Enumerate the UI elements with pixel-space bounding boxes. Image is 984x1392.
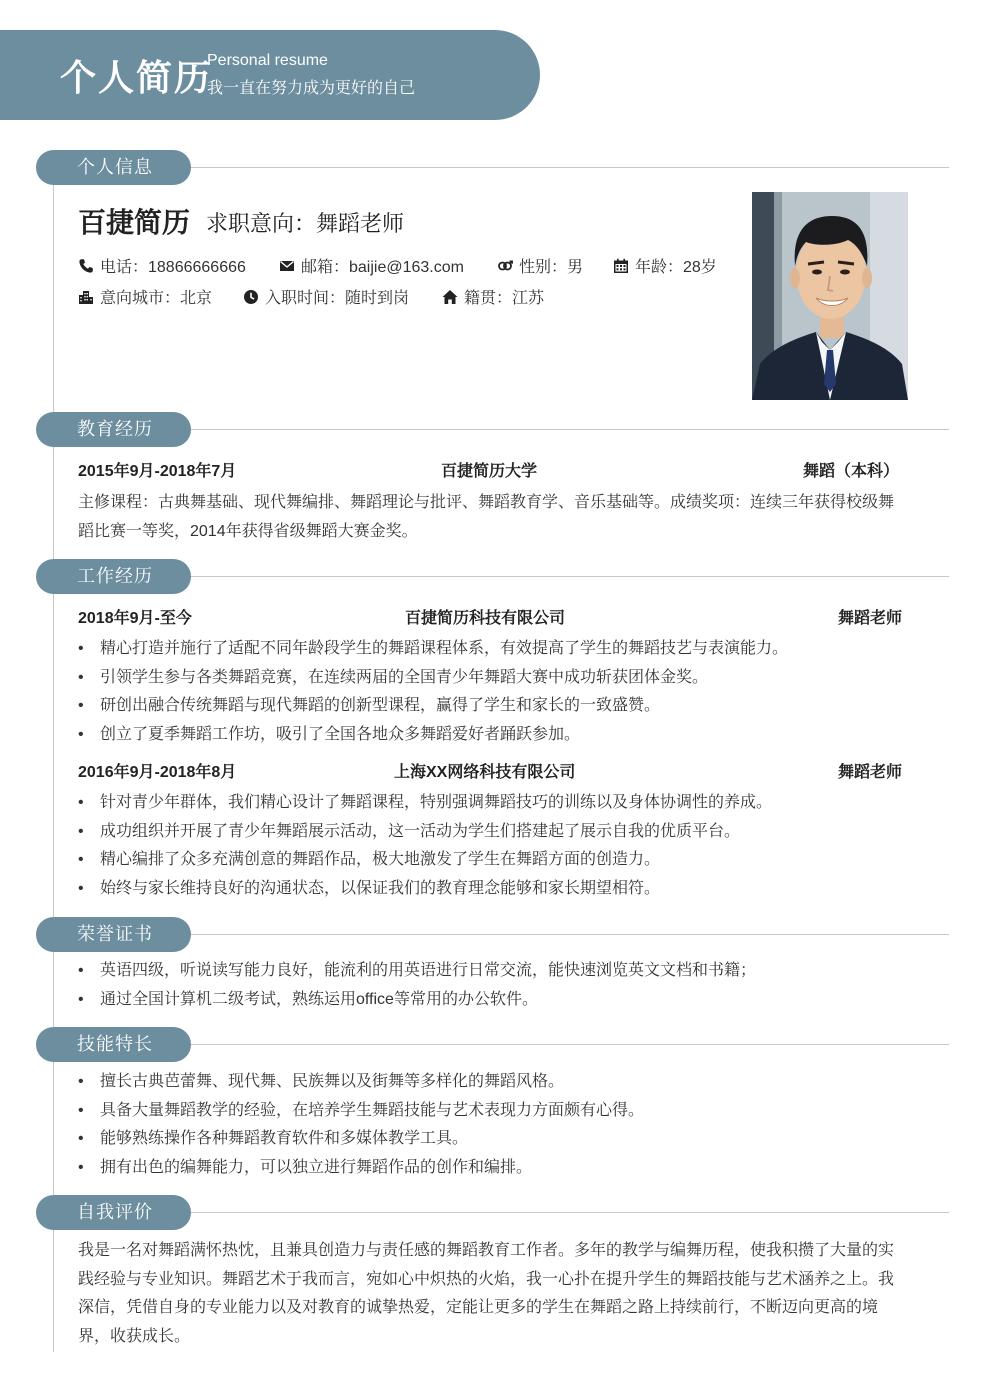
list-item: • 精心打造并施行了适配不同年龄段学生的舞蹈课程体系，有效提高了学生的舞蹈技艺与表演能力。 <box>78 635 908 664</box>
phone-info <box>78 254 246 277</box>
city-icon <box>78 289 94 305</box>
home-icon <box>442 289 458 305</box>
age-value: 年龄：28岁 <box>635 259 717 276</box>
list-item: • 成功组织并开展了青少年舞蹈展示活动，这一活动为学生们搭建起了展示自我的优质平台。 <box>78 818 908 847</box>
work-role: 舞蹈老师 <box>838 610 903 627</box>
calendar-icon <box>613 258 629 274</box>
skills-list <box>78 1068 908 1182</box>
envelope-icon <box>279 258 295 274</box>
start-time-value: 入职时间：随时到岗 <box>265 290 410 307</box>
work-period: 2018年9月-至今 <box>78 610 192 627</box>
work-duties-list <box>78 635 908 749</box>
clock-icon <box>243 289 259 305</box>
education-school: 百捷简历大学 <box>441 463 538 480</box>
education-description: 主修课程：古典舞基础、现代舞编排、舞蹈理论与批评、舞蹈教育学、音乐基础等。成绩奖项：连续三年获得校级舞蹈比赛一等奖，2014年获得省级舞蹈大赛金奖。 <box>78 494 895 540</box>
work-period: 2016年9月-2018年8月 <box>78 764 237 781</box>
list-item: • 具备大量舞蹈教学的经验，在培养学生舞蹈技能与艺术表现力方面颇有心得。 <box>78 1097 908 1126</box>
section-title-honors: 荣誉证书 <box>36 917 191 952</box>
list-item: • 拥有出色的编舞能力，可以独立进行舞蹈作品的创作和编排。 <box>78 1154 908 1183</box>
list-item: • 通过全国计算机二级考试，熟练运用office等常用的办公软件。 <box>78 986 908 1015</box>
section-divider <box>191 429 949 430</box>
section-title-work: 工作经历 <box>36 559 191 594</box>
work-company: 上海XX网络科技有限公司 <box>394 764 576 781</box>
section-divider <box>191 576 949 577</box>
section-title-personal: 个人信息 <box>36 150 191 185</box>
section-divider <box>191 1044 949 1045</box>
resume-slogan: 我一直在努力成为更好的自己 <box>207 80 416 97</box>
city-info <box>78 285 212 308</box>
section-divider <box>191 1212 949 1213</box>
gender-info <box>497 254 583 277</box>
list-item: • 始终与家长维持良好的沟通状态，以保证我们的教育理念能够和家长期望相符。 <box>78 875 908 904</box>
work-duties-list <box>78 789 908 903</box>
honors-list <box>78 957 908 1014</box>
hometown-value: 籍贯：江苏 <box>464 290 545 307</box>
list-item: • 擅长古典芭蕾舞、现代舞、民族舞以及街舞等多样化的舞蹈风格。 <box>78 1068 908 1097</box>
start-time-info <box>243 285 409 308</box>
self-evaluation-text: 我是一名对舞蹈满怀热忱，且兼具创造力与责任感的舞蹈教育工作者。多年的教学与编舞历程，使我积攒了大量的实践经验与专业知识。舞蹈艺术于我而言，宛如心中炽热的火焰，我一心扑在提升学生的舞蹈技能与艺术涵养之上。我深信，凭借自身的专业能力以及对教育的诚挚热爱，定能让更多的学生在舞蹈之路上持续前行，不断迈向更高的境界，收获成长。 <box>78 1242 895 1345</box>
age-info <box>613 254 717 277</box>
section-divider <box>191 934 949 935</box>
list-item: • 能够熟练操作各种舞蹈教育软件和多媒体教学工具。 <box>78 1125 908 1154</box>
job-intent: 求职意向：舞蹈老师 <box>206 211 405 236</box>
list-item: • 英语四级，听说读写能力良好，能流利的用英语进行日常交流，能快速浏览英文文档和书籍； <box>78 957 908 986</box>
list-item: • 精心编排了众多充满创意的舞蹈作品，极大地激发了学生在舞蹈方面的创造力。 <box>78 846 908 875</box>
email-value: 邮箱：baijie@163.com <box>301 259 464 276</box>
phone-value: 电话：18866666666 <box>100 259 246 276</box>
timeline-line <box>53 170 54 1352</box>
list-item: • 针对青少年群体，我们精心设计了舞蹈课程，特别强调舞蹈技巧的训练以及身体协调性的养成。 <box>78 789 908 818</box>
work-role: 舞蹈老师 <box>838 764 903 781</box>
email-info <box>279 254 464 277</box>
gender-value: 性别：男 <box>519 259 584 276</box>
candidate-name: 百捷简历 <box>78 207 191 238</box>
gender-icon <box>497 258 513 274</box>
list-item: • 引领学生参与各类舞蹈竞赛，在连续两届的全国青少年舞蹈大赛中成功斩获团体金奖。 <box>78 664 908 693</box>
portrait-image <box>752 192 908 400</box>
education-major: 舞蹈（本科） <box>803 463 900 480</box>
phone-icon <box>78 258 94 274</box>
resume-subtitle-en: Personal resume <box>207 52 328 69</box>
education-period: 2015年9月-2018年7月 <box>78 463 237 480</box>
work-company: 百捷简历科技有限公司 <box>405 610 566 627</box>
section-divider <box>191 167 949 168</box>
profile-photo <box>752 192 908 400</box>
section-title-skills: 技能特长 <box>36 1027 191 1062</box>
city-value: 意向城市：北京 <box>100 290 213 307</box>
list-item: • 研创出融合传统舞蹈与现代舞蹈的创新型课程，赢得了学生和家长的一致盛赞。 <box>78 692 908 721</box>
section-title-self-eval: 自我评价 <box>36 1195 191 1230</box>
resume-title: 个人简历 <box>60 57 213 98</box>
hometown-info <box>442 285 544 308</box>
section-title-education: 教育经历 <box>36 412 191 447</box>
list-item: • 创立了夏季舞蹈工作坊，吸引了全国各地众多舞蹈爱好者踊跃参加。 <box>78 721 908 750</box>
